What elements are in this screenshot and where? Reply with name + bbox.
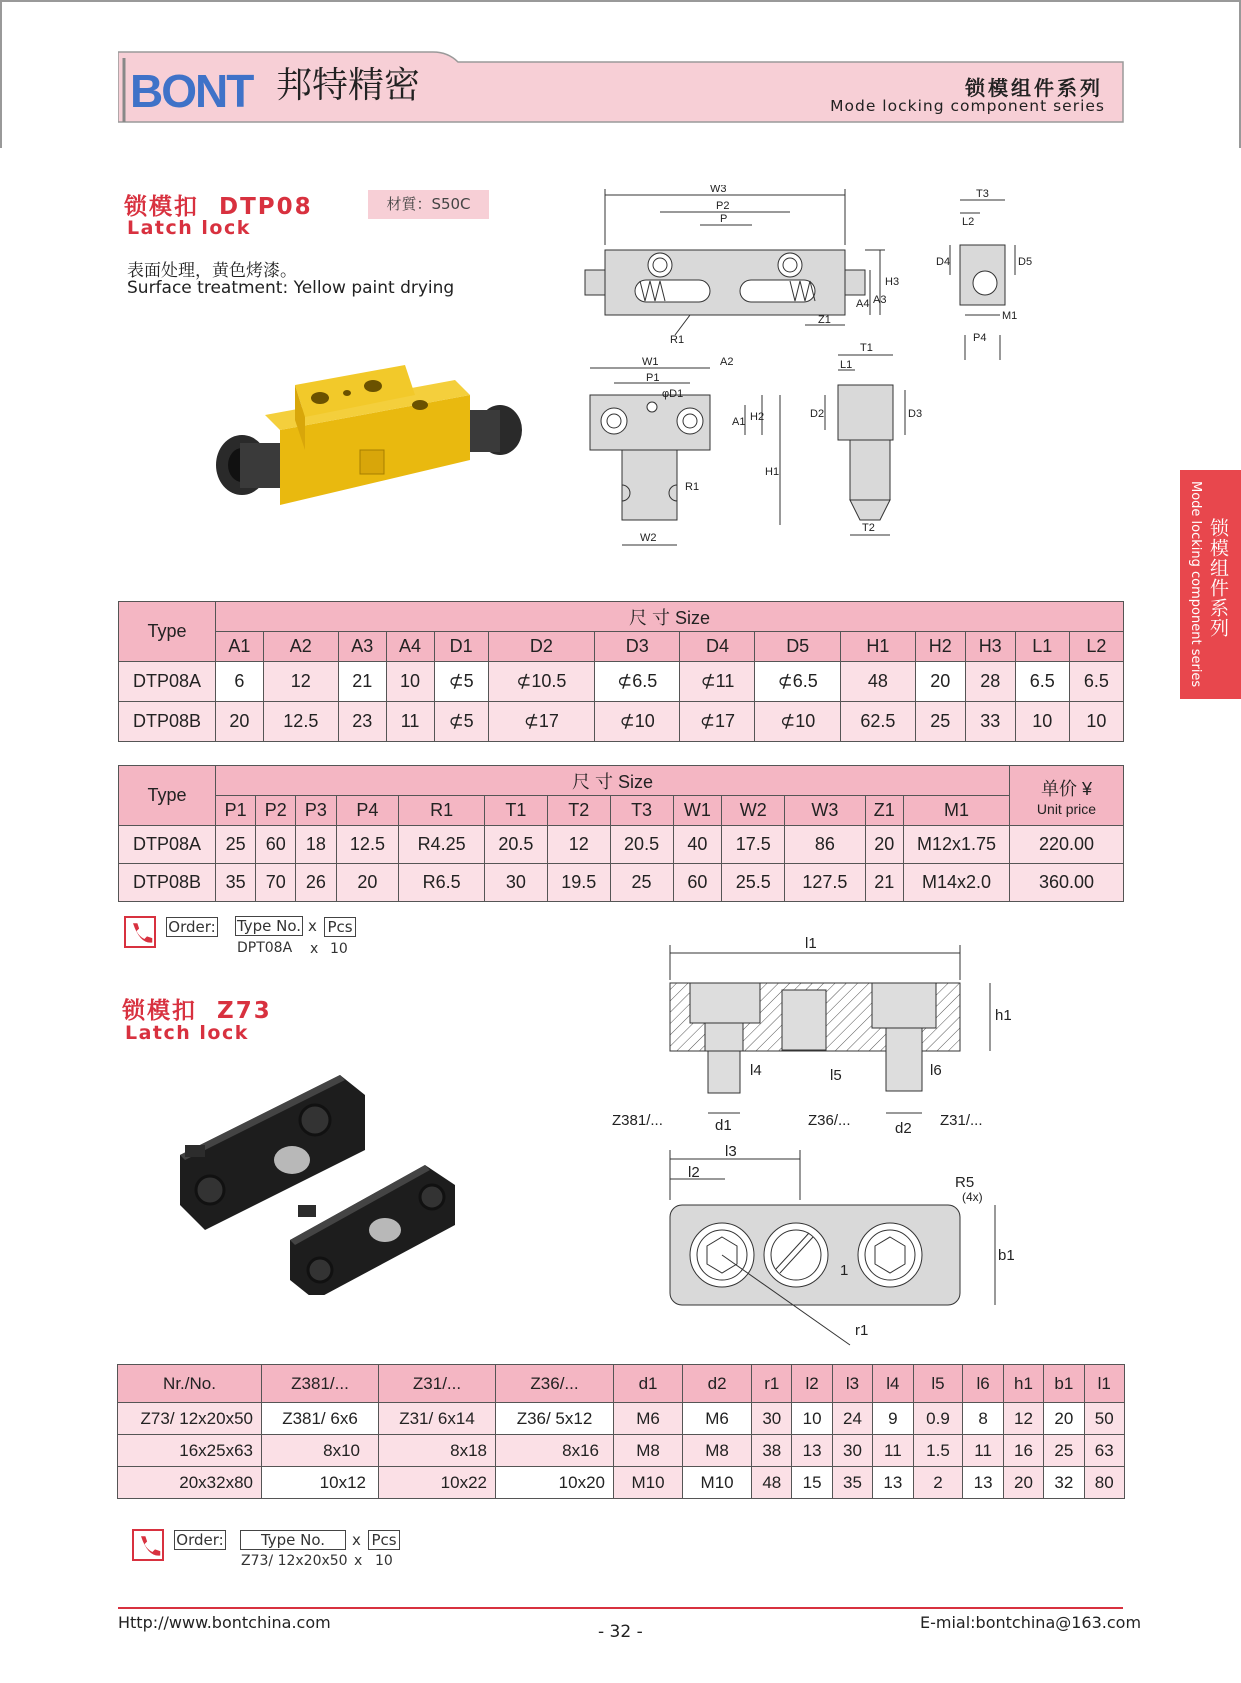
cell: 20 <box>915 662 965 702</box>
cell: 15 <box>792 1467 832 1499</box>
cell: 10 <box>1015 702 1069 742</box>
cell: 10 <box>1069 702 1123 742</box>
footer-url[interactable]: Http://www.bontchina.com <box>118 1613 331 1632</box>
cell: 12 <box>263 662 338 702</box>
cell: M14x2.0 <box>904 864 1010 902</box>
col-header: W1 <box>673 796 722 826</box>
col-header: Z31/... <box>379 1365 496 1403</box>
cell: 12.5 <box>336 826 399 864</box>
label-H1: H1 <box>765 466 780 478</box>
material-badge: 材質：S50C <box>368 190 489 219</box>
price-header-en: Unit price <box>1036 800 1097 817</box>
cell: 48 <box>752 1467 792 1499</box>
label-z31: Z31/... <box>940 1112 983 1129</box>
size-header: 尺 寸 Size <box>216 766 1010 796</box>
col-header: H3 <box>965 632 1015 662</box>
label-phiD1: φD1 <box>662 388 684 400</box>
order-example-type: Z73/ 12x20x50 <box>241 1553 348 1569</box>
cell: 25.5 <box>722 864 785 902</box>
col-header: b1 <box>1044 1365 1084 1403</box>
table-row <box>119 826 1124 864</box>
cell: 25 <box>216 826 256 864</box>
col-header: P2 <box>256 796 296 826</box>
col-header: R1 <box>399 796 485 826</box>
cell: 11 <box>873 1435 913 1467</box>
surface-treatment-en: Surface treatment: Yellow paint drying <box>127 278 455 298</box>
z73-technical-drawing <box>600 935 1030 1365</box>
cell: 6.5 <box>1069 662 1123 702</box>
col-header: W3 <box>785 796 865 826</box>
order-type-no: Type No. <box>240 1530 346 1550</box>
col-header: H2 <box>915 632 965 662</box>
col-header: h1 <box>1003 1365 1043 1403</box>
col-header: D1 <box>434 632 488 662</box>
cell: ⊄5 <box>434 662 488 702</box>
label-4x: (4x) <box>962 1190 983 1204</box>
cell: ⊄17 <box>680 702 755 742</box>
cell: M6 <box>614 1403 683 1435</box>
cell: 20 <box>1044 1403 1084 1435</box>
page-border-top <box>0 0 1241 2</box>
cell: 32 <box>1044 1467 1084 1499</box>
cell: 16x25x63 <box>118 1435 262 1467</box>
cell: 25 <box>915 702 965 742</box>
cell: 38 <box>752 1435 792 1467</box>
col-header: r1 <box>752 1365 792 1403</box>
cell: 13 <box>963 1467 1003 1499</box>
surface-treatment-cn: 表面处理，黄色烤漆。 <box>127 261 297 281</box>
row-type: DTP08A <box>119 826 216 864</box>
label-W2: W2 <box>640 532 657 544</box>
label-H3: H3 <box>885 276 900 288</box>
label-W1: W1 <box>642 356 659 368</box>
dtp08-size-table-2 <box>118 765 1124 902</box>
order-example-x: x <box>310 941 319 957</box>
label-d2: d2 <box>895 1120 912 1137</box>
side-tab-cn: 锁模组件系列 <box>1207 518 1229 638</box>
label-d1: d1 <box>715 1117 732 1134</box>
cell: M8 <box>683 1435 752 1467</box>
col-header: Nr./No. <box>118 1365 262 1403</box>
label-P: P <box>720 213 728 225</box>
z73-size-table <box>117 1364 1125 1499</box>
brand-name-cn: 邦特精密 <box>276 65 421 106</box>
cell: 30 <box>832 1435 872 1467</box>
label-l1: l1 <box>805 935 817 952</box>
side-tab-en: Mode locking component series <box>1188 481 1203 688</box>
series-title-en: Mode locking component series <box>830 97 1105 115</box>
cell: 23 <box>338 702 386 742</box>
cell: 24 <box>832 1403 872 1435</box>
row-type: DTP08A <box>119 662 216 702</box>
cell: 8x16 <box>496 1435 614 1467</box>
label-A3: A3 <box>873 294 887 306</box>
label-P1: P1 <box>646 372 660 384</box>
col-header: Z1 <box>865 796 904 826</box>
cell: 80 <box>1084 1467 1124 1499</box>
cell: 8x10 <box>262 1435 379 1467</box>
cell: ⊄6.5 <box>755 662 840 702</box>
cell: 10 <box>386 662 434 702</box>
cell: ⊄6.5 <box>595 662 680 702</box>
cell: 30 <box>484 864 547 902</box>
cell: 35 <box>216 864 256 902</box>
row-type: DTP08B <box>119 702 216 742</box>
z73-title-en: Latch lock <box>125 1022 249 1044</box>
z73-code: Z73 <box>217 998 272 1024</box>
cell: 20.5 <box>484 826 547 864</box>
col-header: T2 <box>547 796 610 826</box>
page-border-left <box>0 0 2 148</box>
label-z36: Z36/... <box>808 1112 851 1129</box>
price-cell: 220.00 <box>1010 826 1124 864</box>
size-header: 尺 寸 Size <box>216 602 1124 632</box>
dtp08-title-cn: 锁模扣 <box>124 194 199 220</box>
cell: ⊄17 <box>488 702 594 742</box>
label-l4: l4 <box>750 1062 762 1079</box>
cell: M8 <box>614 1435 683 1467</box>
col-header: l6 <box>963 1365 1003 1403</box>
type-header: Type <box>119 766 216 826</box>
label-M1: M1 <box>1002 310 1018 322</box>
col-header: A2 <box>263 632 338 662</box>
cell: Z381/ 6x6 <box>262 1403 379 1435</box>
cell: 60 <box>256 826 296 864</box>
cell: 48 <box>840 662 915 702</box>
col-header: l3 <box>832 1365 872 1403</box>
cell: 18 <box>296 826 336 864</box>
cell: 0.9 <box>913 1403 963 1435</box>
label-h1: h1 <box>995 1007 1012 1024</box>
table-row <box>119 702 1124 742</box>
series-title-cn: 锁模组件系列 <box>965 76 1103 100</box>
label-L2: L2 <box>962 216 975 228</box>
cell: 19.5 <box>547 864 610 902</box>
col-header: l5 <box>913 1365 963 1403</box>
cell: 8x18 <box>379 1435 496 1467</box>
cell: 25 <box>610 864 673 902</box>
label-Z1: Z1 <box>818 314 831 326</box>
cell: 6.5 <box>1015 662 1069 702</box>
label-P4: P4 <box>973 332 987 344</box>
label-r1: r1 <box>855 1322 869 1339</box>
label-b1: b1 <box>998 1247 1015 1264</box>
cell: 13 <box>792 1435 832 1467</box>
label-L1: L1 <box>840 359 853 371</box>
col-header: l2 <box>792 1365 832 1403</box>
table-row <box>119 864 1124 902</box>
cell: ⊄5 <box>434 702 488 742</box>
cell: 28 <box>965 662 1015 702</box>
order-x: x <box>352 1531 361 1549</box>
label-W3: W3 <box>710 185 727 195</box>
cell: M10 <box>614 1467 683 1499</box>
order-example-qty: 10 <box>330 941 348 957</box>
col-header: D4 <box>680 632 755 662</box>
label-l5: l5 <box>830 1067 842 1084</box>
order-pcs: Pcs <box>368 1530 400 1550</box>
cell: 10x12 <box>262 1467 379 1499</box>
cell: 10 <box>792 1403 832 1435</box>
order-x: x <box>308 917 317 935</box>
cell: 33 <box>965 702 1015 742</box>
cell: 20.5 <box>610 826 673 864</box>
cell: 1.5 <box>913 1435 963 1467</box>
cell: 86 <box>785 826 865 864</box>
brand-logo: BONT <box>130 65 253 117</box>
price-header-cn: 单价 ¥ <box>1040 778 1092 799</box>
cell: 20 <box>216 702 264 742</box>
label-l3: l3 <box>725 1143 737 1160</box>
cell: 25 <box>1044 1435 1084 1467</box>
cell: 11 <box>386 702 434 742</box>
price-header <box>1010 766 1124 826</box>
cell: 9 <box>873 1403 913 1435</box>
label-T3: T3 <box>976 188 989 200</box>
col-header: A1 <box>216 632 264 662</box>
cell: 127.5 <box>785 864 865 902</box>
col-header: A3 <box>338 632 386 662</box>
col-header: H1 <box>840 632 915 662</box>
label-z381: Z381/... <box>612 1112 663 1129</box>
phone-icon <box>132 1529 164 1561</box>
cell: 20x32x80 <box>118 1467 262 1499</box>
cell: 10x22 <box>379 1467 496 1499</box>
type-header: Type <box>119 602 216 662</box>
label-D3: D3 <box>908 408 923 420</box>
label-A4: A4 <box>856 298 870 310</box>
cell: ⊄10.5 <box>488 662 594 702</box>
label-P2: P2 <box>716 200 730 212</box>
order-pcs: Pcs <box>324 917 356 937</box>
dtp08-size-table-1 <box>118 601 1124 742</box>
label-D5: D5 <box>1018 256 1033 268</box>
table-row <box>118 1403 1125 1435</box>
cell: 10x20 <box>496 1467 614 1499</box>
dtp08-product-image <box>200 355 530 520</box>
cell: 20 <box>865 826 904 864</box>
col-header: d1 <box>614 1365 683 1403</box>
cell: 62.5 <box>840 702 915 742</box>
cell: 60 <box>673 864 722 902</box>
col-header: Z36/... <box>496 1365 614 1403</box>
label-T1: T1 <box>860 342 873 354</box>
cell: Z73/ 12x20x50 <box>118 1403 262 1435</box>
cell: 20 <box>1003 1467 1043 1499</box>
label-1: 1 <box>840 1262 849 1279</box>
cell: R6.5 <box>399 864 485 902</box>
col-header: D5 <box>755 632 840 662</box>
col-header: T3 <box>610 796 673 826</box>
col-header: P4 <box>336 796 399 826</box>
cell: 35 <box>832 1467 872 1499</box>
order-example-type: DPT08A <box>237 940 293 956</box>
label-l2: l2 <box>688 1164 700 1181</box>
cell: M12x1.75 <box>904 826 1010 864</box>
cell: 40 <box>673 826 722 864</box>
cell: 50 <box>1084 1403 1124 1435</box>
label-H2: H2 <box>750 411 765 423</box>
col-header: A4 <box>386 632 434 662</box>
col-header: P3 <box>296 796 336 826</box>
order-example-x: x <box>354 1553 363 1569</box>
order-label: Order: <box>174 1530 226 1550</box>
cell: R4.25 <box>399 826 485 864</box>
col-header: d2 <box>683 1365 752 1403</box>
table-row <box>119 662 1124 702</box>
col-header: T1 <box>484 796 547 826</box>
col-header: Z381/... <box>262 1365 379 1403</box>
dtp08-title-en: Latch lock <box>127 217 251 239</box>
order-label: Order: <box>166 917 218 937</box>
cell: 30 <box>752 1403 792 1435</box>
col-header: L2 <box>1069 632 1123 662</box>
col-header: D3 <box>595 632 680 662</box>
price-cell: 360.00 <box>1010 864 1124 902</box>
cell: M6 <box>683 1403 752 1435</box>
label-A2: A2 <box>720 356 734 368</box>
cell: ⊄10 <box>595 702 680 742</box>
z73-product-image <box>170 1065 470 1295</box>
phone-icon <box>124 916 156 948</box>
page-number: - 32 - <box>598 1622 643 1642</box>
label-T2: T2 <box>862 522 875 534</box>
cell: M10 <box>683 1467 752 1499</box>
cell: 70 <box>256 864 296 902</box>
z73-title <box>122 992 272 1025</box>
cell: 26 <box>296 864 336 902</box>
cell: ⊄11 <box>680 662 755 702</box>
cell: 13 <box>873 1467 913 1499</box>
cell: 17.5 <box>722 826 785 864</box>
col-header: L1 <box>1015 632 1069 662</box>
cell: Z31/ 6x14 <box>379 1403 496 1435</box>
col-header: l1 <box>1084 1365 1124 1403</box>
cell: 11 <box>963 1435 1003 1467</box>
cell: 16 <box>1003 1435 1043 1467</box>
col-header: M1 <box>904 796 1010 826</box>
cell: 21 <box>338 662 386 702</box>
cell: 8 <box>963 1403 1003 1435</box>
table-row <box>118 1467 1125 1499</box>
page-header <box>118 50 1125 123</box>
dtp08-technical-drawing <box>580 185 1100 585</box>
order-example-qty: 10 <box>375 1553 393 1569</box>
cell: Z36/ 5x12 <box>496 1403 614 1435</box>
table-row <box>118 1435 1125 1467</box>
col-header: D2 <box>488 632 594 662</box>
label-R1-front: R1 <box>685 481 700 493</box>
label-R1-top: R1 <box>670 334 685 346</box>
label-A1: A1 <box>732 416 746 428</box>
label-D2: D2 <box>810 408 825 420</box>
cell: ⊄10 <box>755 702 840 742</box>
cell: 63 <box>1084 1435 1124 1467</box>
footer-email[interactable]: E-mial:bontchina@163.com <box>920 1613 1142 1632</box>
row-type: DTP08B <box>119 864 216 902</box>
label-l6: l6 <box>930 1062 942 1079</box>
col-header: W2 <box>722 796 785 826</box>
cell: 12 <box>1003 1403 1043 1435</box>
dtp08-code: DTP08 <box>219 194 313 220</box>
cell: 12 <box>547 826 610 864</box>
order-type-no: Type No. <box>236 917 302 935</box>
cell: 20 <box>336 864 399 902</box>
footer-divider <box>118 1607 1123 1609</box>
cell: 21 <box>865 864 904 902</box>
cell: 12.5 <box>263 702 338 742</box>
label-D4: D4 <box>936 256 951 268</box>
cell: 2 <box>913 1467 963 1499</box>
cell: 6 <box>216 662 264 702</box>
col-header: l4 <box>873 1365 913 1403</box>
z73-title-cn: 锁模扣 <box>122 998 197 1024</box>
col-header: P1 <box>216 796 256 826</box>
label-R5: R5 <box>955 1174 975 1191</box>
